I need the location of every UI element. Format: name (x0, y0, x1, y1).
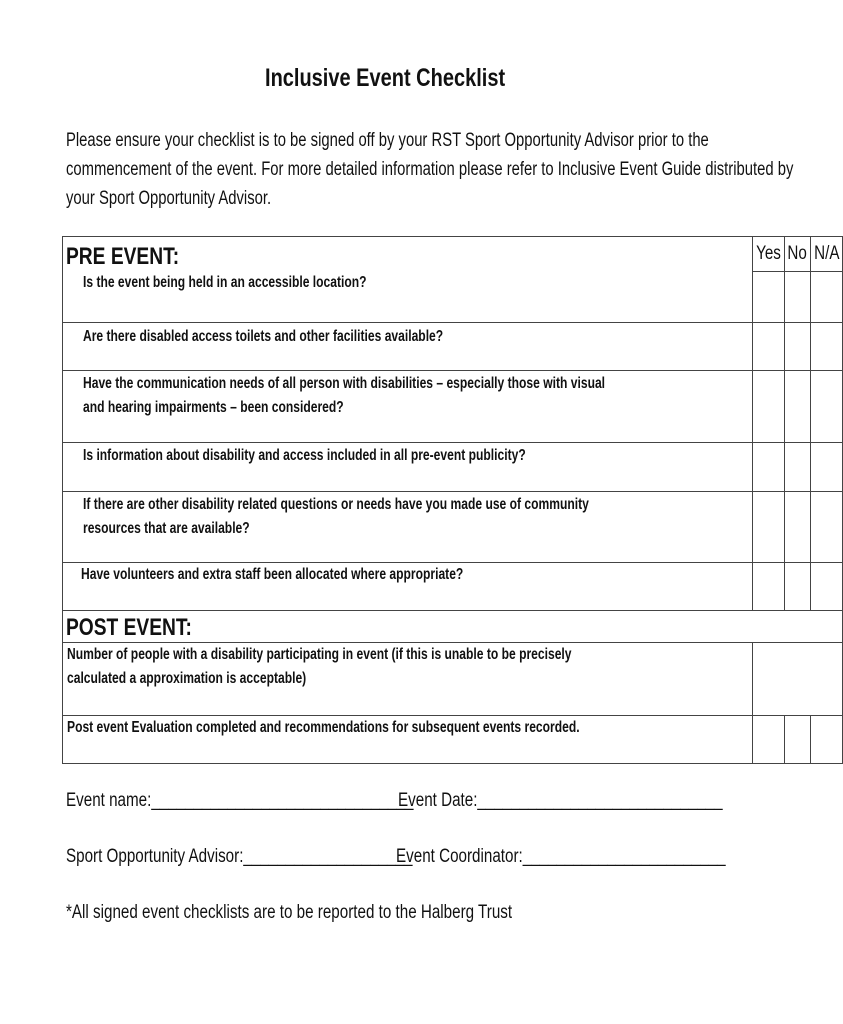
intro-line: Please ensure your checklist is to be signed off by your RST Sport Opportunity Advisor prior to the (66, 130, 709, 151)
checklist-table (62, 236, 843, 764)
yes-checkbox[interactable] (753, 322, 785, 370)
table-row (63, 642, 843, 715)
checklist-item-text: resources that are available? (83, 519, 250, 537)
yes-checkbox[interactable] (753, 715, 785, 763)
table-row (63, 370, 843, 442)
yes-checkbox[interactable] (753, 442, 785, 491)
no-checkbox[interactable] (785, 491, 810, 562)
advisor-field[interactable]: Sport Opportunity Advisor:____________________ (66, 846, 413, 867)
checklist-item-text: Have the communication needs of all person with disabilities – especially those with visual (83, 374, 606, 392)
table-row (63, 442, 843, 491)
checklist-item-text: Is the event being held in an accessible location? (83, 274, 367, 291)
na-checkbox[interactable] (810, 370, 843, 442)
event-date-field[interactable]: Event Date:_____________________________ (398, 790, 723, 811)
table-row (63, 491, 843, 562)
no-checkbox[interactable] (785, 322, 810, 370)
pre-event-heading-cell (63, 237, 753, 272)
no-checkbox[interactable] (785, 271, 810, 322)
post-event-heading-cell (63, 610, 843, 642)
column-header-yes: Yes (753, 237, 785, 272)
footer-note: *All signed event checklists are to be reported to the Halberg Trust (66, 902, 513, 923)
table-row (63, 322, 843, 370)
coordinator-field[interactable]: Event Coordinator:________________________ (396, 846, 726, 867)
no-checkbox[interactable] (785, 442, 810, 491)
no-checkbox[interactable] (785, 370, 810, 442)
yes-checkbox[interactable] (753, 491, 785, 562)
na-checkbox[interactable] (810, 715, 843, 763)
checklist-item-text: Number of people with a disability participating in event (if this is unable to be precisely (67, 645, 572, 663)
table-row (63, 271, 843, 322)
table-row (63, 562, 843, 610)
checklist-item-text: If there are other disability related questions or needs have you made use of community (83, 495, 589, 513)
na-checkbox[interactable] (810, 442, 843, 491)
checklist-item-text: Post event Evaluation completed and recommendations for subsequent events recorded. (67, 718, 580, 736)
column-header-na: N/A (810, 237, 843, 272)
na-checkbox[interactable] (810, 562, 843, 610)
na-checkbox[interactable] (810, 322, 843, 370)
intro-line: commencement of the event. For more detailed information please refer to Inclusive Event Guide distributed by (66, 159, 794, 180)
page-title: Inclusive Event Checklist (264, 64, 506, 92)
checklist-item-text: and hearing impairments – been considered? (83, 398, 344, 416)
checklist-item-text: Are there disabled access toilets and other facilities available? (83, 327, 444, 345)
answer-box[interactable] (753, 642, 843, 715)
checklist-item-text: Have volunteers and extra staff been allocated where appropriate? (81, 565, 464, 583)
checklist-item-text: Is information about disability and access included in all pre-event publicity? (83, 446, 526, 464)
event-name-field[interactable]: Event name:_______________________________ (66, 790, 414, 811)
intro-line: your Sport Opportunity Advisor. (66, 188, 272, 209)
yes-checkbox[interactable] (753, 271, 785, 322)
na-checkbox[interactable] (810, 491, 843, 562)
yes-checkbox[interactable] (753, 370, 785, 442)
pre-event-heading: PRE EVENT: (66, 243, 180, 270)
no-checkbox[interactable] (785, 562, 810, 610)
na-checkbox[interactable] (810, 271, 843, 322)
column-header-no: No (785, 237, 810, 272)
post-event-heading: POST EVENT: (66, 613, 192, 641)
checklist-item-text: calculated a approximation is acceptable) (67, 669, 307, 687)
no-checkbox[interactable] (785, 715, 810, 763)
intro-paragraph (66, 126, 794, 213)
yes-checkbox[interactable] (753, 562, 785, 610)
table-row (63, 715, 843, 763)
